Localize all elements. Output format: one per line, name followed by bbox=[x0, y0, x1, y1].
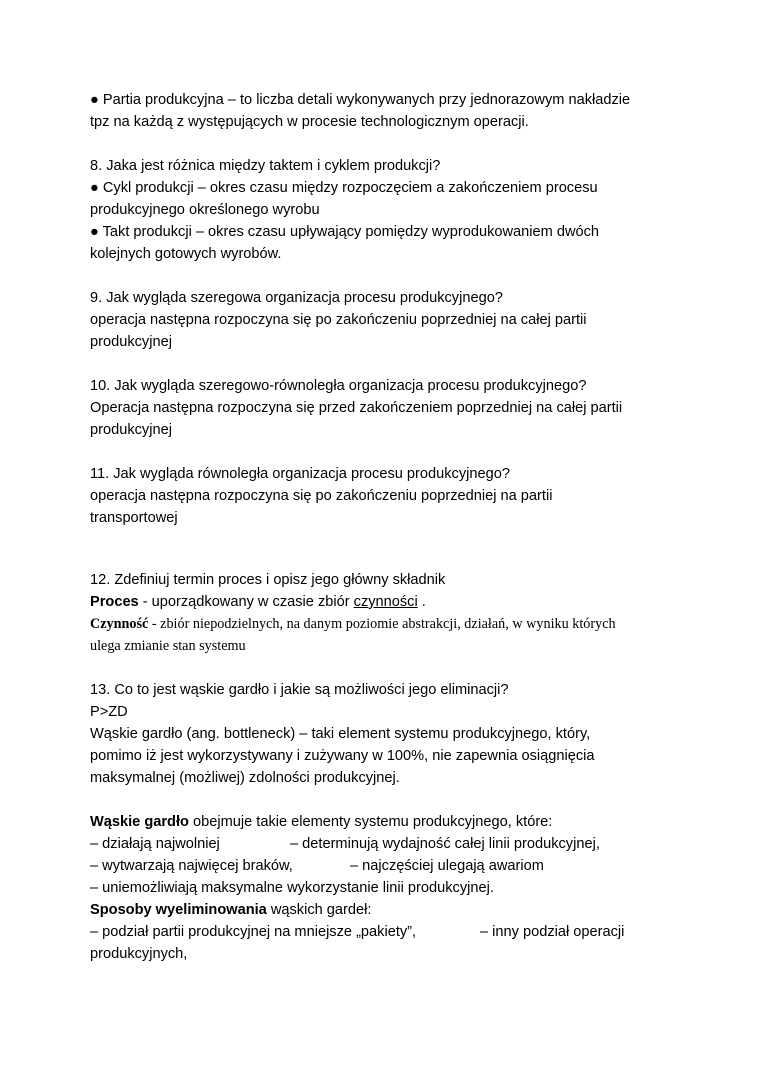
question-9: 9. Jak wygląda szeregowa organizacja procesu produkcyjnego? bbox=[90, 290, 503, 306]
text-line: operacja następna rozpoczyna się po zakończeniu poprzedniej na partii bbox=[90, 488, 553, 504]
list-item: – inny podział operacji bbox=[480, 924, 625, 940]
text-line: ulega zmianie stan systemu bbox=[90, 638, 246, 654]
text-line: Wąskie gardło (ang. bottleneck) – taki element systemu produkcyjnego, który, bbox=[90, 726, 591, 742]
text-line: ● Takt produkcji – okres czasu upływający pomiędzy wyprodukowaniem dwóch bbox=[90, 224, 600, 240]
czynnosci-link[interactable]: czynności bbox=[353, 594, 418, 610]
text-line: P>ZD bbox=[90, 704, 128, 720]
list-row bbox=[90, 856, 650, 876]
text-line: produkcyjnej bbox=[90, 422, 172, 438]
list-item: – wytwarzają najwięcej braków, bbox=[90, 858, 293, 874]
question-11: 11. Jak wygląda równoległa organizacja procesu produkcyjnego? bbox=[90, 466, 510, 482]
proces-term: Proces bbox=[90, 594, 139, 610]
text-line: transportowej bbox=[90, 510, 178, 526]
question-10: 10. Jak wygląda szeregowo-równoległa organizacja procesu produkcyjnego? bbox=[90, 378, 587, 394]
text-line: kolejnych gotowych wyrobów. bbox=[90, 246, 282, 262]
text-line: produkcyjnej bbox=[90, 334, 172, 350]
text-line: maksymalnej (możliwej) zdolności produkcyjnej. bbox=[90, 770, 400, 786]
text-line: ● Cykl produkcji – okres czasu między rozpoczęciem a zakończeniem procesu bbox=[90, 180, 598, 196]
waskie-gardlo-term: Wąskie gardło bbox=[90, 814, 189, 830]
list-item: – działają najwolniej bbox=[90, 836, 220, 852]
proces-end: . bbox=[417, 594, 426, 610]
czynnosc-def: - zbiór niepodzielnych, na danym poziomie abstrakcji, działań, w wyniku których bbox=[148, 616, 616, 632]
question-13: 13. Co to jest wąskie gardło i jakie są możliwości jego eliminacji? bbox=[90, 682, 509, 698]
sposoby-intro bbox=[90, 900, 371, 920]
sposoby-term: Sposoby wyeliminowania bbox=[90, 902, 267, 918]
list-row bbox=[90, 922, 650, 942]
list-item: – uniemożliwiają maksymalne wykorzystanie linii produkcyjnej. bbox=[90, 880, 494, 896]
waskie-gardlo-intro bbox=[90, 812, 552, 832]
text-line: pomimo iż jest wykorzystywany i zużywany w 100%, nie zapewnia osiągnięcia bbox=[90, 748, 595, 764]
list-row bbox=[90, 834, 650, 854]
sposoby-rest: wąskich gardeł: bbox=[266, 902, 372, 918]
text-line: tpz na każdą z występujących w procesie technologicznym operacji. bbox=[90, 114, 529, 130]
text-line: operacja następna rozpoczyna się po zakończeniu poprzedniej na całej partii bbox=[90, 312, 587, 328]
czynnosc-term: Czynność bbox=[90, 616, 149, 632]
question-8: 8. Jaka jest różnica między taktem i cyklem produkcji? bbox=[90, 158, 441, 174]
text-line: produkcyjnego określonego wyrobu bbox=[90, 202, 320, 218]
list-item: – determinują wydajność całej linii produkcyjnej, bbox=[290, 836, 600, 852]
text-line: Operacja następna rozpoczyna się przed zakończeniem poprzedniej na całej partii bbox=[90, 400, 623, 416]
proces-definition bbox=[90, 592, 426, 612]
list-item: – podział partii produkcyjnej na mniejsze „pakiety”, bbox=[90, 924, 417, 940]
waskie-gardlo-rest: obejmuje takie elementy systemu produkcyjnego, które: bbox=[188, 814, 553, 830]
proces-def: - uporządkowany w czasie zbiór bbox=[138, 594, 354, 610]
text-line: produkcyjnych, bbox=[90, 946, 188, 962]
question-12: 12. Zdefiniuj termin proces i opisz jego główny składnik bbox=[90, 572, 446, 588]
czynnosc-definition bbox=[90, 614, 616, 634]
text-line: ● Partia produkcyjna – to liczba detali wykonywanych przy jednorazowym nakładzie bbox=[90, 92, 631, 108]
list-item: – najczęściej ulegają awariom bbox=[350, 858, 544, 874]
